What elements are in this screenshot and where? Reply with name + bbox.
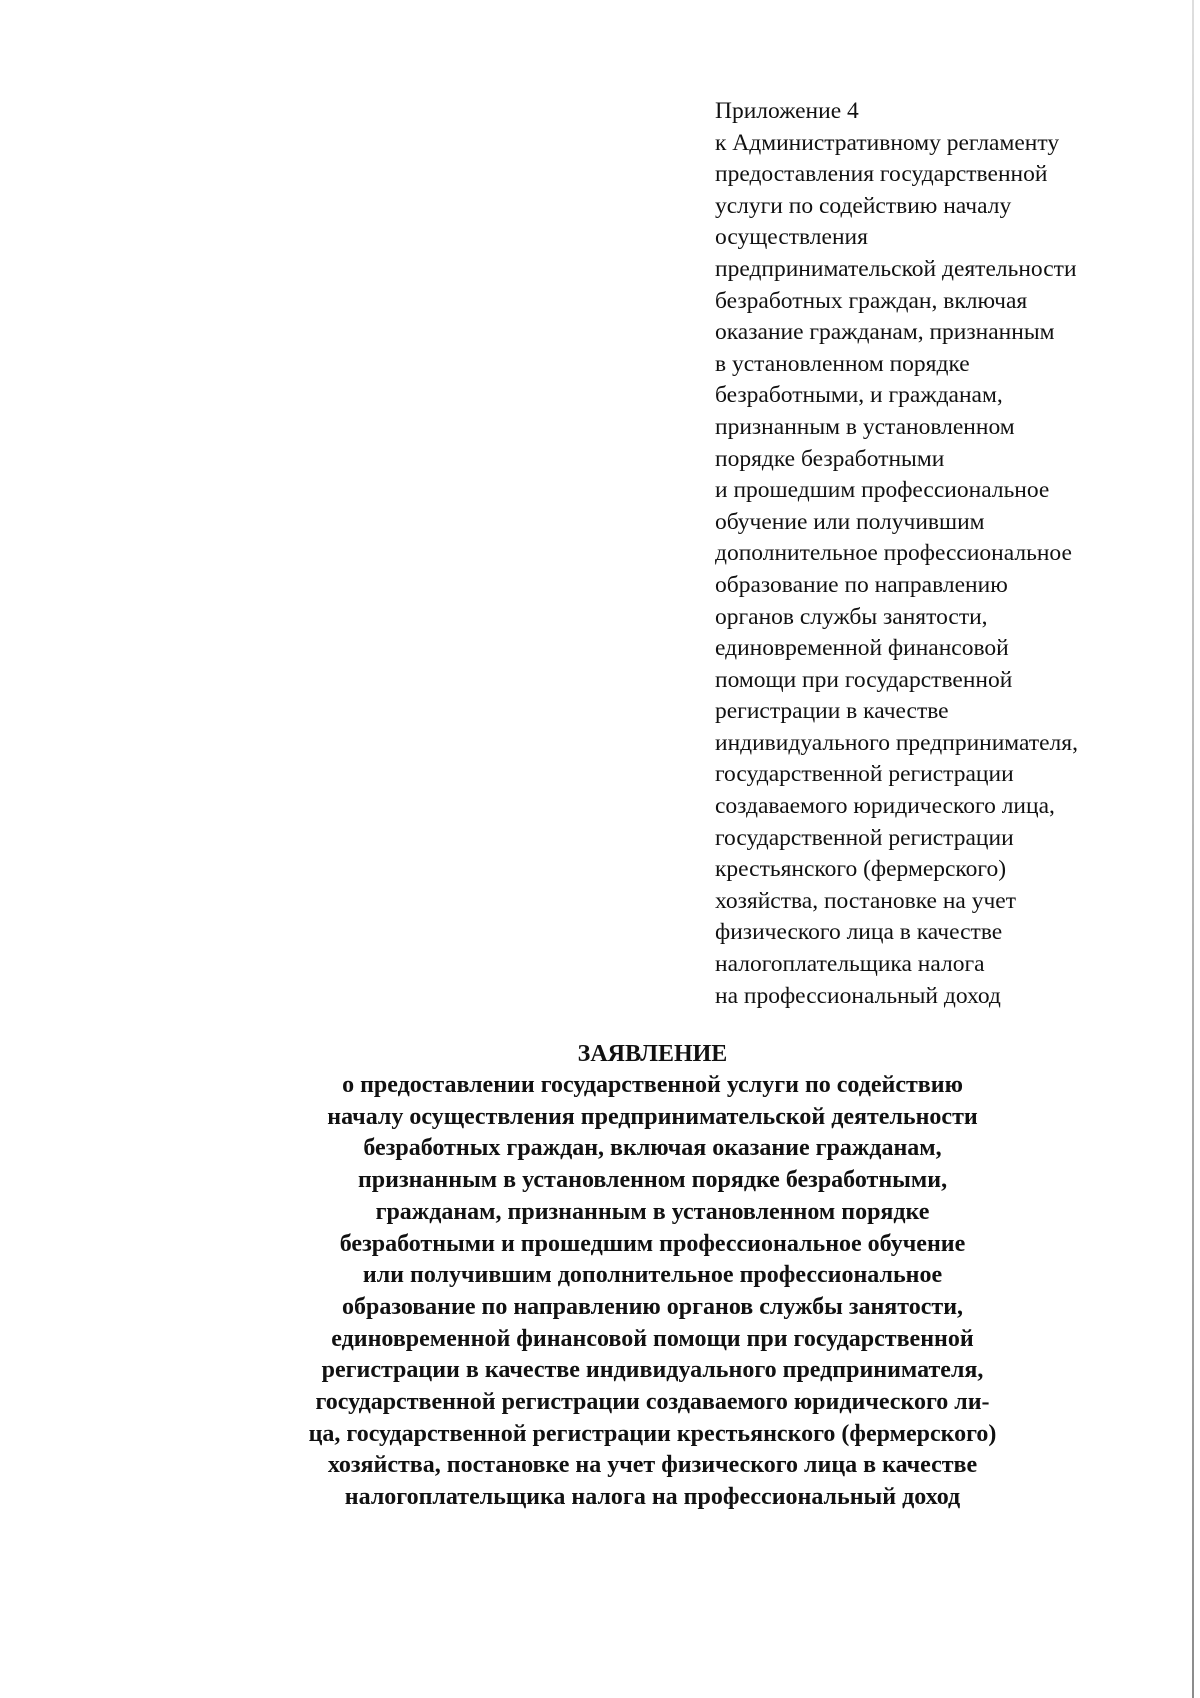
appendix-line: оказание гражданам, признанным — [715, 319, 1055, 346]
appendix-line: образование по направлению — [715, 571, 1008, 598]
statement-line: ца, государственной регистрации крестьянского (фермерского) — [308, 1420, 997, 1447]
appendix-line: хозяйства, постановке на учет — [715, 887, 1016, 914]
appendix-line: индивидуального предпринимателя, — [715, 729, 1078, 756]
statement-title: ЗАЯВЛЕНИЕ — [577, 1041, 728, 1067]
appendix-line: признанным в установленном — [715, 413, 1015, 440]
statement-line: хозяйства, постановке на учет физического лица в качестве — [327, 1452, 978, 1479]
statement-line: гражданам, признанным в установленном порядке — [375, 1198, 930, 1225]
appendix-line: безработными, и гражданам, — [715, 382, 1003, 409]
statement-line: единовременной финансовой помощи при государственной — [331, 1325, 974, 1352]
statement-line: безработными и прошедшим профессиональное обучение — [339, 1230, 966, 1257]
statement-line: началу осуществления предпринимательской деятельности — [327, 1103, 978, 1130]
appendix-line: регистрации в качестве — [715, 698, 949, 725]
appendix-line: налогоплательщика налога — [715, 951, 985, 978]
appendix-line: органов службы занятости, — [715, 603, 988, 630]
appendix-line: обучение или получившим — [715, 508, 985, 535]
appendix-line: к Административному регламенту — [715, 129, 1060, 156]
appendix-line: предпринимательской деятельности — [715, 255, 1077, 282]
appendix-block — [715, 96, 1155, 1012]
appendix-line: государственной регистрации — [715, 824, 1014, 851]
appendix-line: в установленном порядке — [715, 350, 970, 377]
appendix-line: порядке безработными — [715, 445, 945, 472]
appendix-line: на профессиональный доход — [715, 982, 1001, 1009]
appendix-line: физического лица в качестве — [715, 919, 1003, 946]
statement-line: или получившим дополнительное профессиональное — [362, 1262, 943, 1289]
appendix-line: Приложение 4 — [715, 98, 859, 124]
statement-line: налогоплательщика налога на профессиональный доход — [344, 1484, 961, 1511]
appendix-line: услуги по содействию началу — [715, 192, 1012, 219]
appendix-line: предоставления государственной — [715, 161, 1048, 188]
appendix-line: государственной регистрации — [715, 761, 1014, 788]
statement-line: о предоставлении государственной услуги по содействию — [342, 1072, 963, 1098]
appendix-line: помощи при государственной — [715, 666, 1013, 693]
statement-line: безработных граждан, включая оказание гражданам, — [363, 1135, 942, 1162]
appendix-line: создаваемого юридического лица, — [715, 793, 1055, 820]
statement-line: государственной регистрации создаваемого юридического ли- — [315, 1389, 990, 1416]
appendix-line: крестьянского (фермерского) — [715, 856, 1007, 883]
appendix-line: единовременной финансовой — [715, 635, 1009, 662]
appendix-line: безработных граждан, включая — [715, 287, 1028, 314]
statement-line: регистрации в качестве индивидуального предпринимателя, — [321, 1357, 984, 1384]
appendix-line: дополнительное профессиональное — [715, 540, 1072, 567]
appendix-line: и прошедшим профессиональное — [715, 477, 1050, 504]
statement-line: признанным в установленном порядке безработными, — [357, 1167, 948, 1194]
statement-line: образование по направлению органов службы занятости, — [341, 1293, 964, 1320]
appendix-line: осуществления — [715, 224, 868, 251]
statement-subtitle — [0, 1070, 1200, 1514]
